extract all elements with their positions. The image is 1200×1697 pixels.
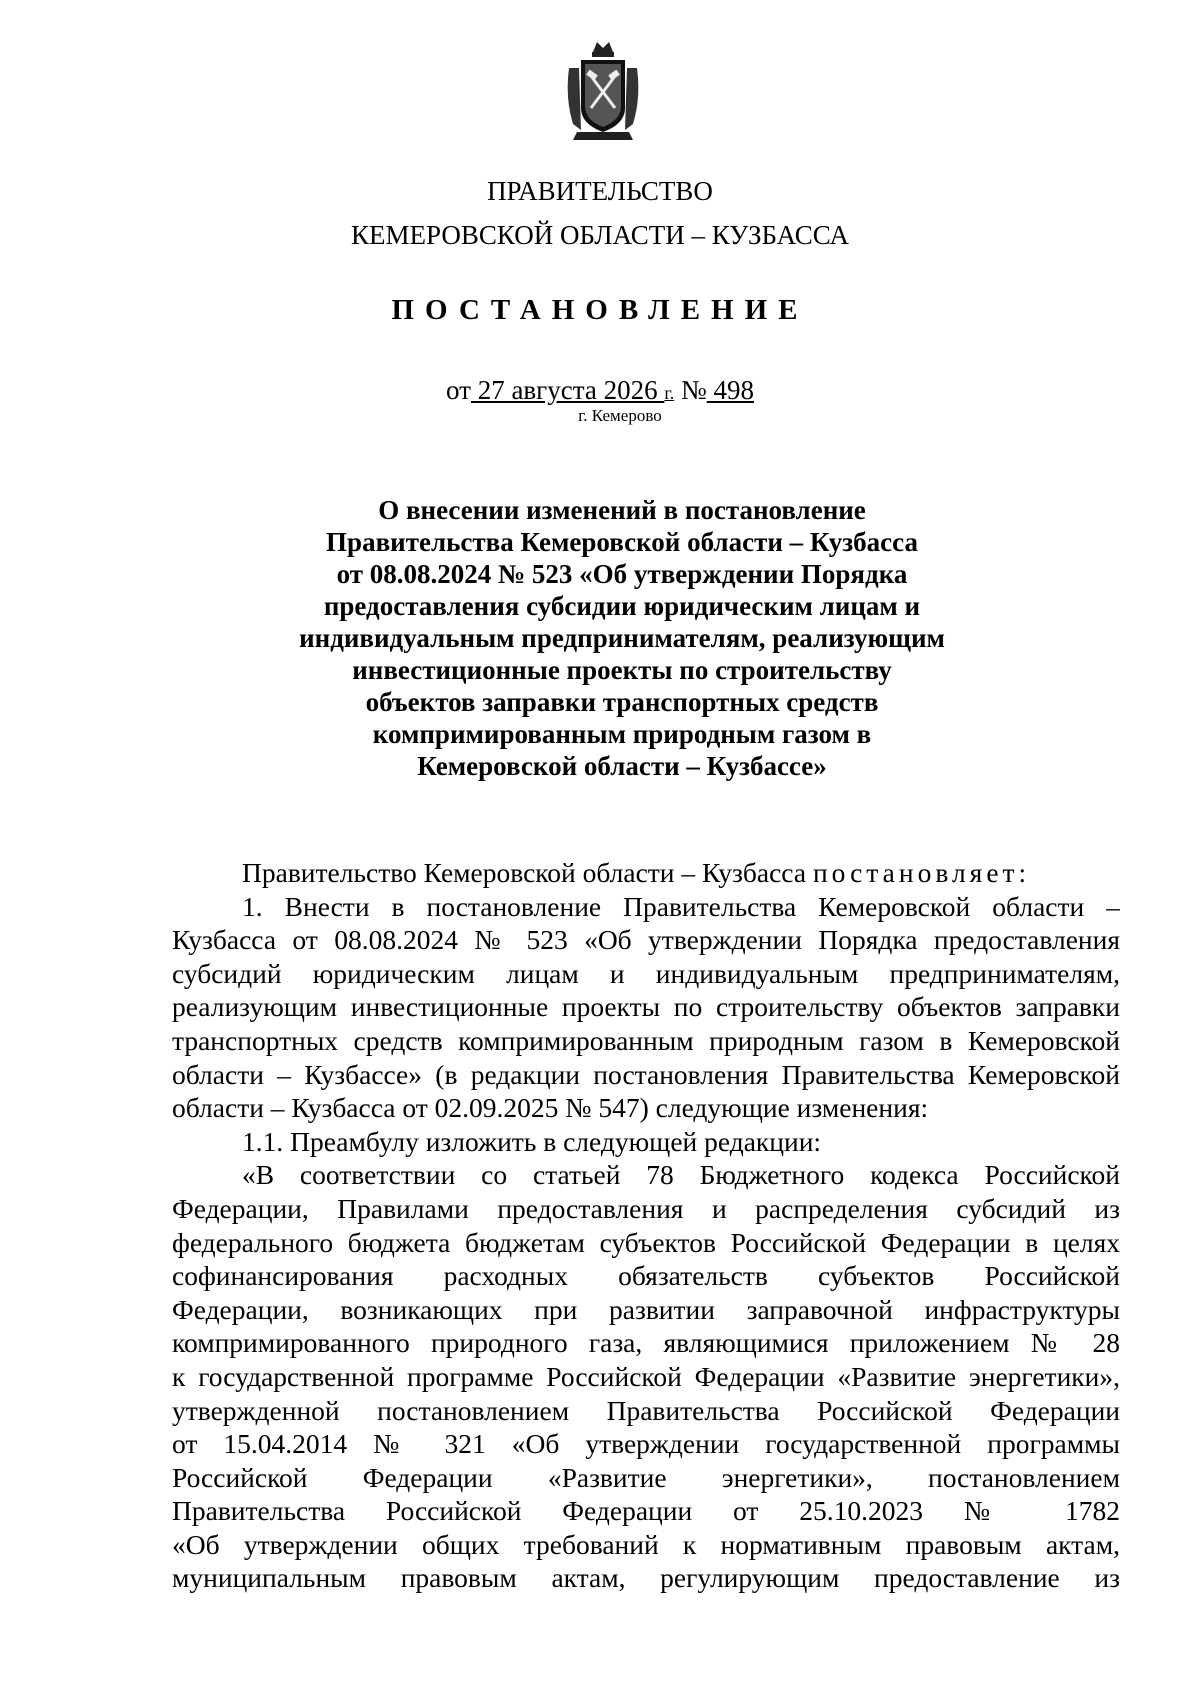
title-line: инвестиционные проекты по строительству — [352, 655, 892, 685]
government-name-line-1: ПРАВИТЕЛЬСТВО — [487, 176, 713, 206]
body-line: «В соответствии со статьей 78 Бюджетного кодекса Российской — [242, 1159, 1120, 1191]
body-line: к государственной программе Российской Федерации «Развитие энергетики», — [172, 1360, 1120, 1392]
document-number: 498 — [706, 375, 754, 405]
intro-prefix: Правительство Кемеровской области – Кузбасса — [242, 857, 813, 888]
body-line: федерального бюджета бюджетам субъектов Российской Федерации в целях — [172, 1226, 1120, 1258]
body-line: от 15.04.2014 № 321 «Об утверждении государственной программы — [172, 1428, 1120, 1460]
number-label: № — [680, 375, 707, 405]
document-body — [172, 856, 1120, 1595]
title-line: компримированным природным газом в — [372, 719, 872, 749]
body-line: Федерации, возникающих при развитии заправочной инфраструктуры — [172, 1293, 1120, 1325]
body-line: 1. Внести в постановление Правительства Кемеровской области – — [242, 890, 1120, 922]
body-line: Правительства Российской Федерации от 25.10.2023 № 1782 — [172, 1495, 1120, 1527]
intro-resolves: постановляет — [812, 857, 1019, 888]
title-line: объектов заправки транспортных средств — [365, 687, 879, 717]
date-prefix: от — [446, 375, 471, 405]
body-line: Российской Федерации «Развитие энергетики», постановлением — [172, 1461, 1120, 1493]
title-line: индивидуальным предпринимателям, реализующим — [299, 623, 945, 653]
body-line: Федерации, Правилами предоставления и распределения субсидий из — [172, 1192, 1120, 1224]
intro-suffix: : — [1018, 857, 1027, 888]
title-line: Правительства Кемеровской области – Кузбасса — [326, 527, 918, 557]
government-name-line-2: КЕМЕРОВСКОЙ ОБЛАСТИ – КУЗБАССА — [351, 220, 849, 250]
intro-line — [172, 856, 1120, 890]
body-line: 1.1. Преамбулу изложить в следующей редакции: — [242, 1125, 822, 1157]
body-line: области – Кузбассе» (в редакции постановления Правительства Кемеровской — [172, 1058, 1120, 1090]
year-suffix: г. — [664, 383, 675, 403]
title-line: О внесении изменений в постановление — [378, 495, 866, 525]
body-line: «Об утверждении общих требований к нормативным правовым актам, — [172, 1528, 1120, 1560]
document-place: г. Кемерово — [578, 406, 662, 425]
document-type: ПОСТАНОВЛЕНИЕ — [391, 294, 809, 326]
body-line: транспортных средств компримированным природным газом в Кемеровской — [172, 1024, 1120, 1056]
body-line: утвержденной постановлением Правительства Российской Федерации — [172, 1394, 1120, 1426]
document-title — [250, 494, 994, 782]
body-line: субсидий юридическим лицам и индивидуальным предпринимателям, — [172, 957, 1120, 989]
body-line: софинансирования расходных обязательств субъектов Российской — [172, 1260, 1120, 1292]
body-line: компримированного природного газа, являющимися приложением № 28 — [172, 1327, 1120, 1359]
title-line: Кемеровской области – Кузбассе» — [417, 751, 827, 781]
body-line: области – Кузбасса от 02.09.2025 № 547) следующие изменения: — [172, 1092, 929, 1124]
body-line: Кузбасса от 08.08.2024 № 523 «Об утверждении Порядка предоставления — [172, 924, 1120, 956]
title-line: предоставления субсидии юридическим лицам и — [323, 591, 921, 621]
body-line: реализующим инвестиционные проекты по строительству объектов заправки — [172, 991, 1120, 1023]
title-line: от 08.08.2024 № 523 «Об утверждении Порядка — [336, 559, 908, 589]
document-date: 27 августа 2026 — [470, 375, 665, 405]
coat-of-arms-icon — [563, 38, 643, 142]
body-line: муниципальным правовым актам, регулирующим предоставление из — [172, 1562, 1120, 1594]
